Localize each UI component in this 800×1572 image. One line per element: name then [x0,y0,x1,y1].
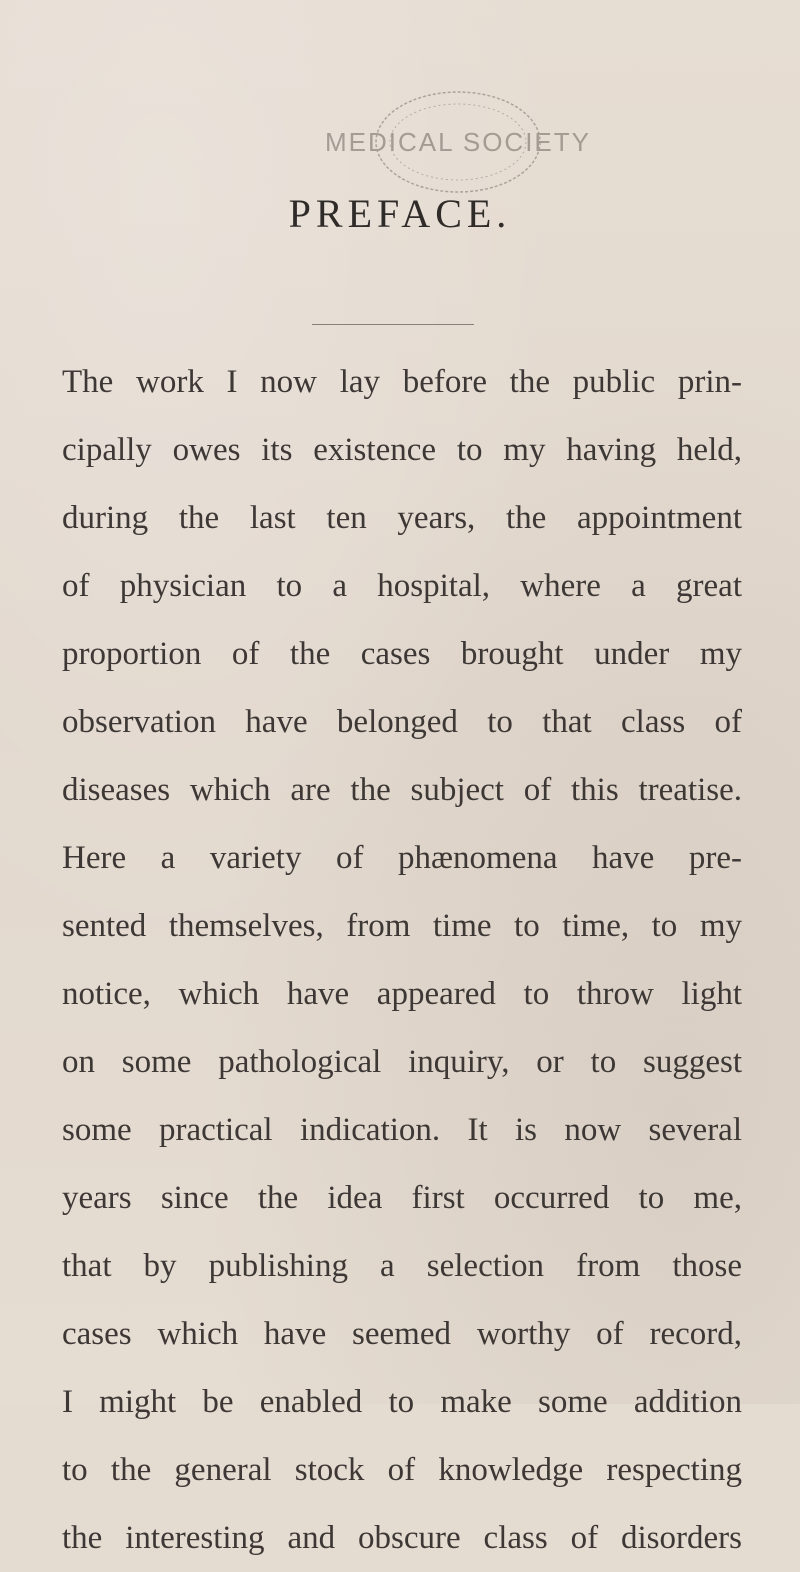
text-line: some practical indication. It is now several [62,1112,742,1148]
text-line: proportion of the cases brought under my [62,636,742,672]
text-line: on some pathological inquiry, or to suggest [62,1044,742,1080]
text-line: to the general stock of knowledge respecting [62,1452,742,1488]
library-stamp-icon [325,85,591,200]
text-line: The work I now lay before the public prin- [62,364,742,400]
page-title: PREFACE. [288,191,512,236]
text-line: years since the idea first occurred to me, [62,1180,742,1216]
text-line: notice, which have appeared to throw light [62,976,742,1012]
title-divider [312,324,474,325]
text-line: Here a variety of phænomena have pre- [62,840,742,876]
text-line: cipally owes its existence to my having held, [62,432,742,468]
text-line: sented themselves, from time to time, to my [62,908,742,944]
text-line: diseases which are the subject of this treatise. [62,772,742,808]
text-line: of physician to a hospital, where a great [62,568,742,604]
library-stamp [325,85,591,200]
stamp-text: MEDICAL SOCIETY [325,127,591,157]
preface-paragraph [62,348,742,1572]
text-line: observation have belonged to that class of [62,704,742,740]
text-line: the interesting and obscure class of disorders [62,1520,742,1556]
text-line: during the last ten years, the appointment [62,500,742,536]
text-line: I might be enabled to make some addition [62,1384,742,1420]
text-line: cases which have seemed worthy of record, [62,1316,742,1352]
text-line: that by publishing a selection from those [62,1248,742,1284]
